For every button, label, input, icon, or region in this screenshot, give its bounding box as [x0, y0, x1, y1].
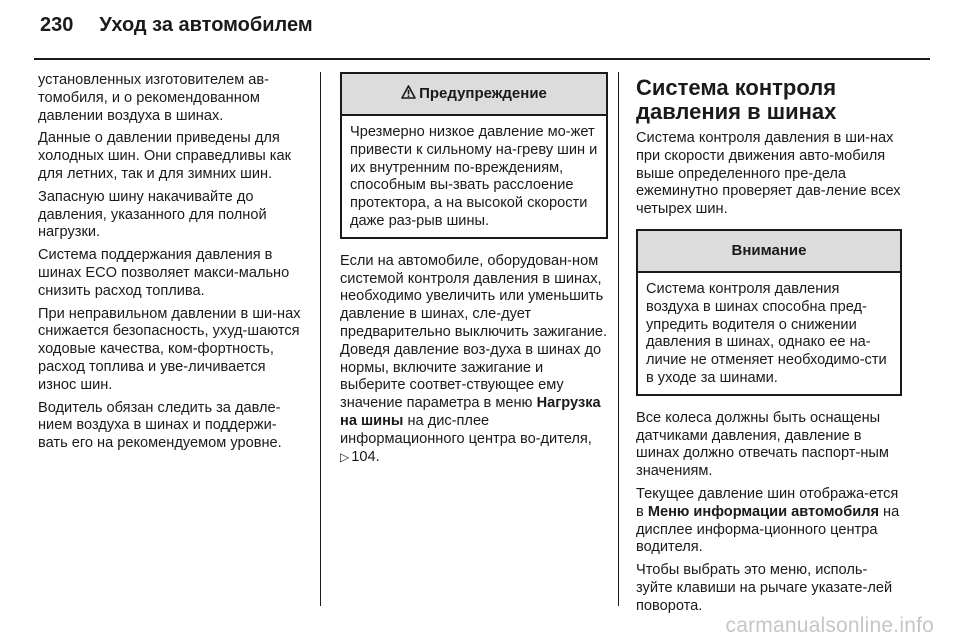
page-reference-number: 104. — [351, 448, 380, 465]
watermark: carmanualsonline.info — [725, 614, 934, 637]
page-header — [40, 14, 313, 50]
paragraph-menu-instruction — [340, 253, 608, 467]
page-number: 230 — [40, 14, 74, 36]
paragraph: Система поддержания давления в шинах ECO позволяет макси-мально снизить расход топлива. — [38, 247, 290, 299]
warning-header — [342, 74, 606, 116]
paragraph-text: на дисплее информа-ционного центра водителя. — [636, 503, 900, 556]
column-divider-1 — [320, 72, 321, 606]
paragraph-text: на дис-плее информационного центра во-дителя, — [340, 412, 592, 447]
warning-title: Предупреждение — [419, 85, 547, 102]
column-divider-2 — [618, 72, 619, 606]
warning-box — [340, 72, 608, 239]
notice-box — [636, 229, 902, 396]
page-reference-arrow-icon: ▷ — [340, 449, 350, 464]
notice-text: Система контроля давления воздуха в шинах способна пред-упредить водителя о снижении давления в шинах, однако ее на-личие не отменяет необходимо-сти в уходе за шинами. — [646, 280, 887, 386]
header-rule — [34, 58, 930, 60]
warning-triangle-icon — [401, 74, 416, 114]
column-1 — [38, 72, 306, 458]
column-2 — [340, 72, 608, 471]
column-3 — [636, 76, 902, 621]
chapter-title: Уход за автомобилем — [99, 14, 313, 36]
paragraph-text: Если на автомобиле, оборудован-ном системой контроля давления в шинах, необходимо увеличить или уменьшить давление в шинах, сле-дует предварительно выключить зажигание. Доведя давление воз-духа в шинах до нормы, включите зажигание и выберите соответ-ствующее ему значение параметра в меню — [340, 252, 608, 412]
section-title: Система контроля давления в шинах — [636, 75, 837, 124]
page-reference[interactable] — [340, 449, 380, 465]
paragraph: При неправильном давлении в ши-нах снижается безопасность, ухуд-шаются ходовые качества, ком-фортность, расход топлива и уве-личивается износ шин. — [38, 305, 301, 393]
menu-name-vehicle-info: Меню информации автомобиля — [647, 503, 879, 520]
paragraph-text: Текущее давление шин отобража-ется в — [636, 485, 899, 520]
warning-text: Чрезмерно низкое давление мо-жет привести к сильному на-греву шин и их внутренним по-вреждениям, способным вы-звать расслоение протектора, а на высокой скорости даже раз-рыв шины. — [350, 124, 598, 229]
paragraph: установленных изготовителем ав-томобиля, и о рекомендованном давлении воздуха в шинах. — [38, 72, 270, 124]
paragraph: Данные о давлении приведены для холодных шин. Они справедливы как для летних, так и для зимних шин. — [38, 130, 291, 182]
menu-name-tyre-load: Нагрузка на шины — [340, 395, 601, 429]
paragraph: Водитель обязан следить за давле-нием воздуха в шинах и поддержи-вать его на рекомендуемом уровне. — [38, 399, 282, 452]
notice-header: Внимание — [638, 231, 900, 273]
paragraph: Все колеса должны быть оснащены датчиками давления, давление в шинах должно отвечать паспорт-ным значениям. — [636, 409, 889, 480]
paragraph-display-menu — [636, 486, 902, 557]
paragraph: Запасную шину накачивайте до давления, указанного для полной нагрузки. — [38, 188, 267, 241]
paragraph: Чтобы выбрать это меню, исполь-зуйте клавиши на рычаге указате-лей поворота. — [636, 562, 893, 614]
paragraph: Система контроля давления в ши-нах при скорости движения авто-мобиля выше определенного пре-дела ежеминутно проверяет дав-ление всех четырех шин. — [636, 130, 901, 218]
